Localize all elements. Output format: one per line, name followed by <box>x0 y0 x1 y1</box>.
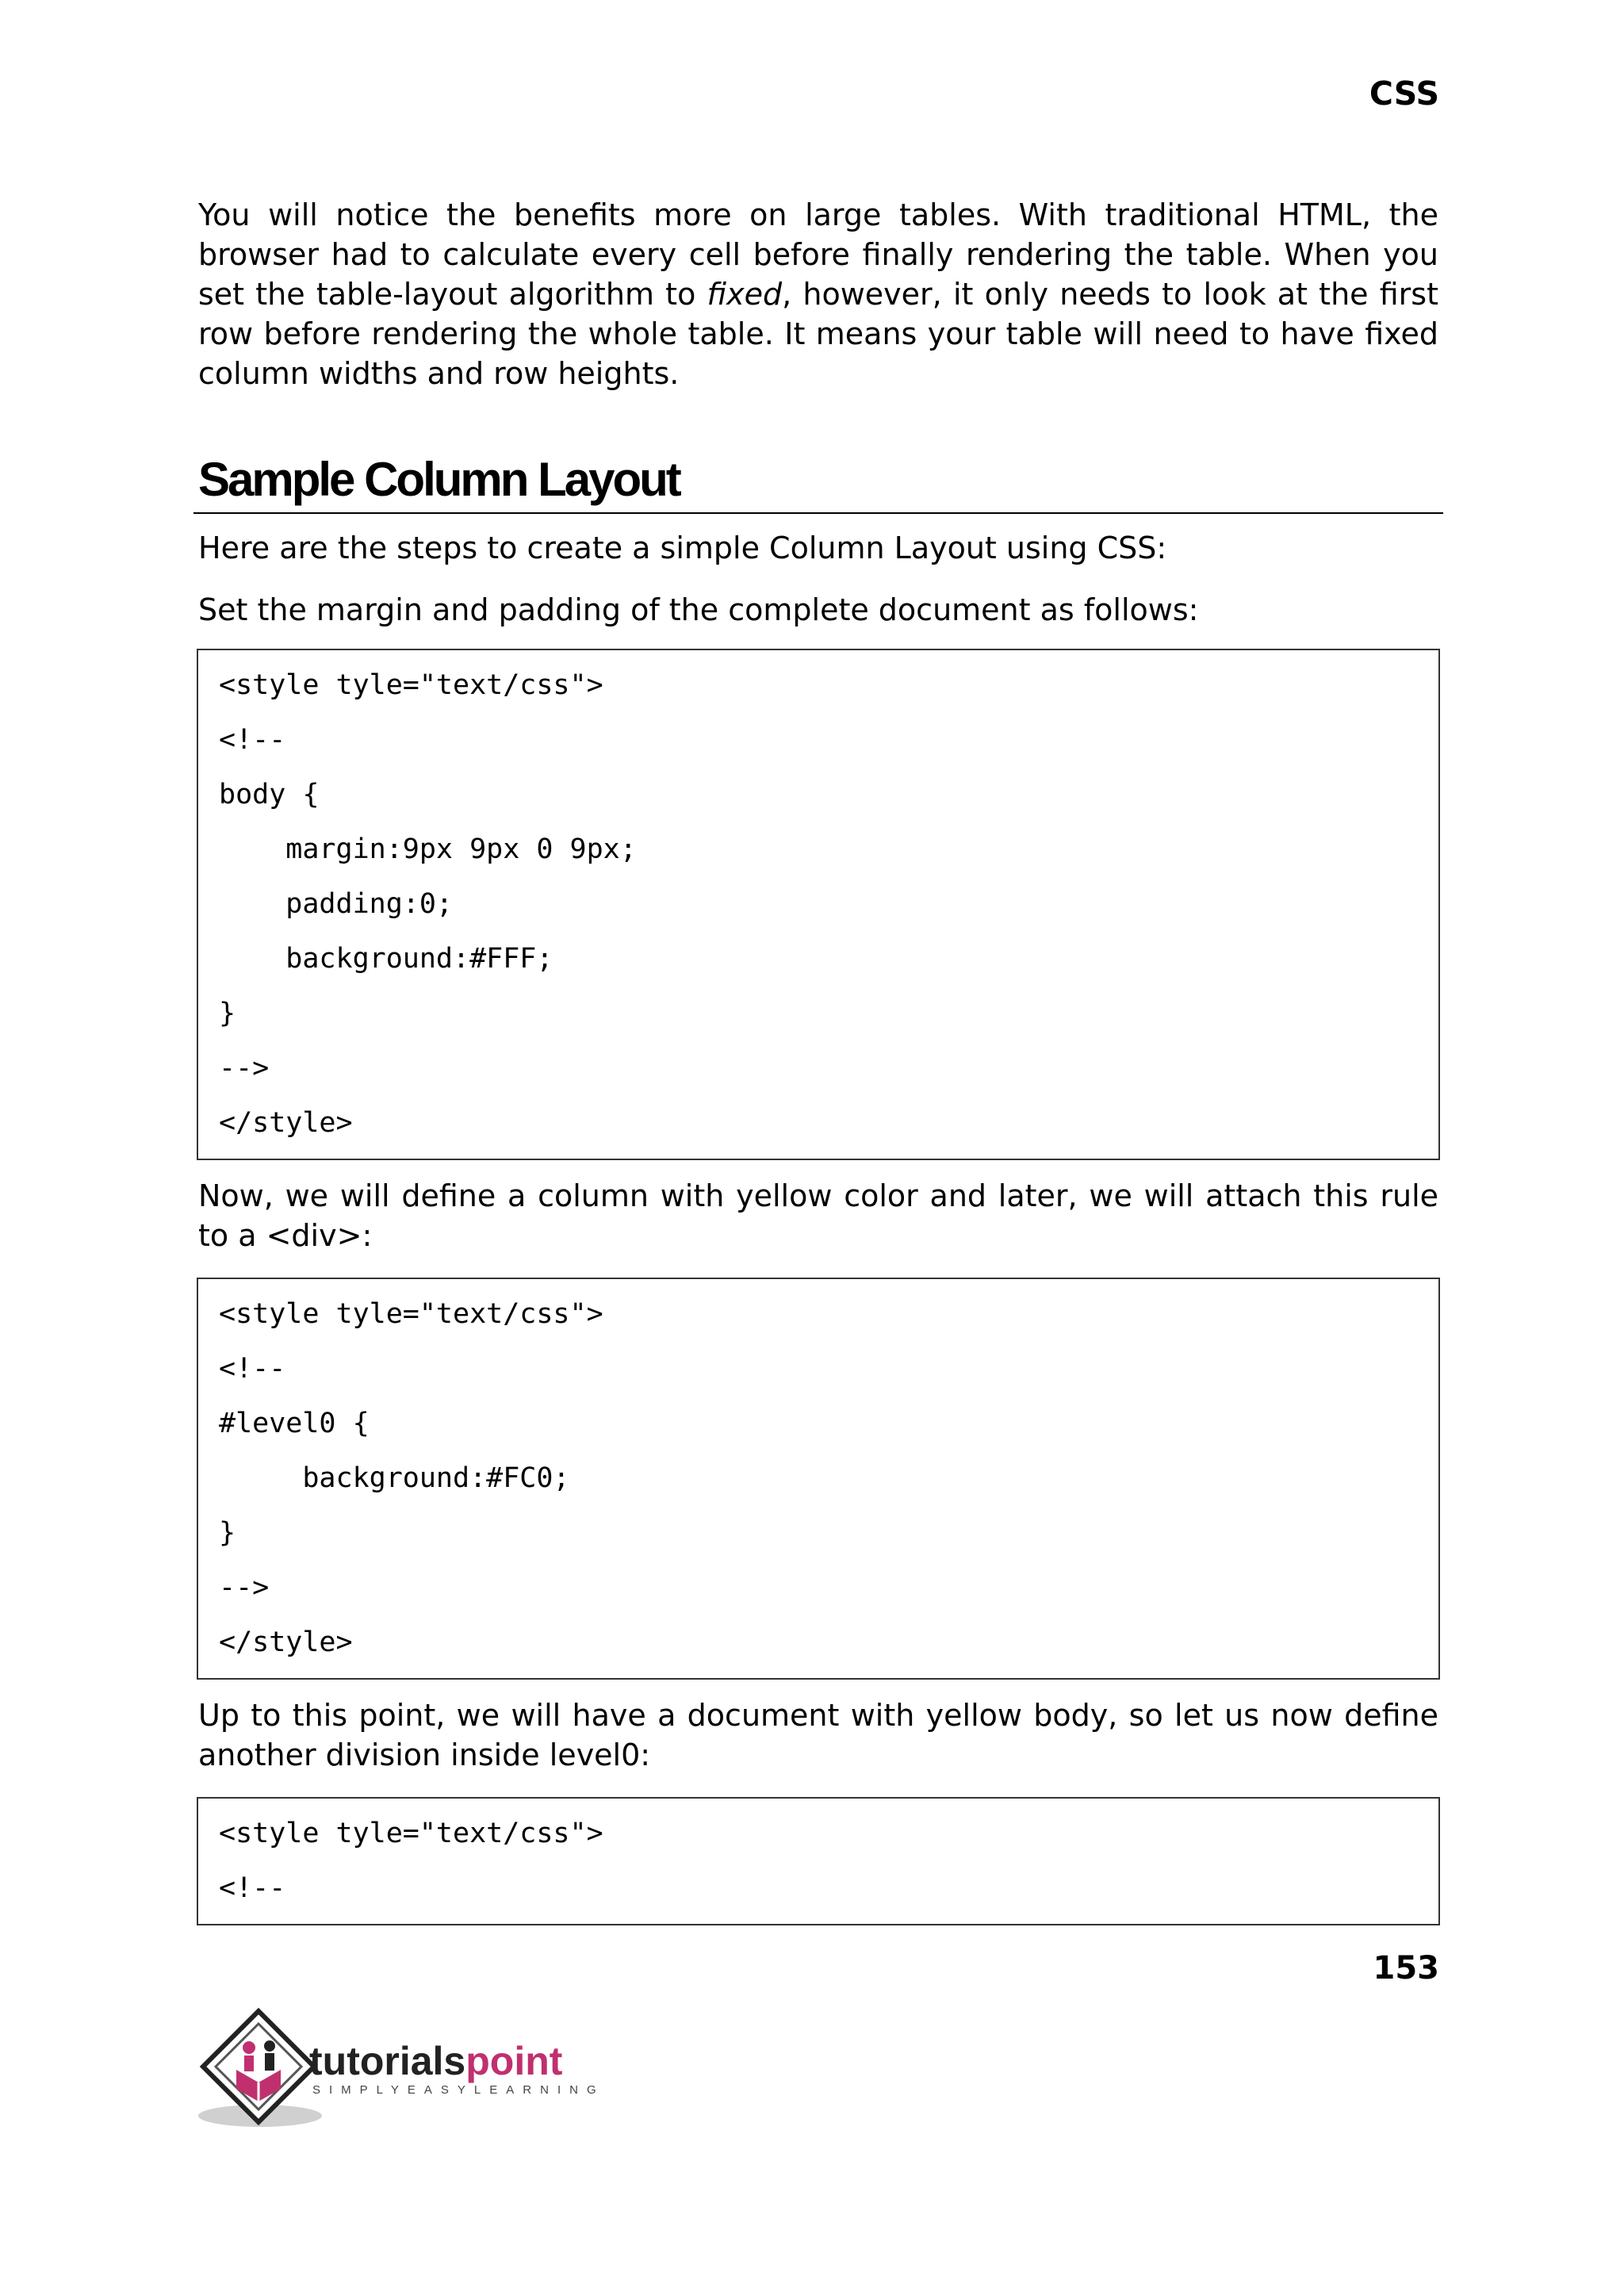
code-line: background:#FC0; <box>219 1462 570 1494</box>
code-line: padding:0; <box>219 888 454 920</box>
intro-paragraph <box>198 195 1438 393</box>
intro-emphasis: fixed <box>707 277 783 312</box>
code-line: background:#FFF; <box>219 943 553 975</box>
code-line: --> <box>219 1052 270 1084</box>
code-line: <style tyle="text/css"> <box>219 669 603 701</box>
logo-figure-body-icon-2 <box>265 2053 274 2071</box>
code-line: <!-- <box>219 1353 286 1385</box>
code-line: <style tyle="text/css"> <box>219 1298 603 1330</box>
logo-wordmark: tutorialspoint <box>309 2039 563 2083</box>
code-line: margin:9px 9px 0 9px; <box>219 833 637 865</box>
section-heading: Sample Column Layout <box>193 452 1443 514</box>
intro-text-after: , however, it only needs to look at the first row before rendering the whole table. It means your table will need to have fixed column widths and row heights. <box>198 277 1439 391</box>
logo-figure-body-icon <box>244 2056 254 2071</box>
code-line: #level0 { <box>219 1408 370 1439</box>
code-line: </style> <box>219 1626 353 1658</box>
code-line: } <box>219 1517 236 1549</box>
page-number: 153 <box>1373 1950 1439 1987</box>
code-line: body { <box>219 779 320 810</box>
intro-text-before: You will notice the benefits more on large tables. With traditional HTML, the browser had to calculate every cell before finally rendering the table. When you set the table-layout algorithm to <box>198 197 1438 312</box>
code-line: <!-- <box>219 1872 286 1904</box>
code-line: } <box>219 998 236 1029</box>
section-lead-1: Here are the steps to create a simple Column Layout using CSS: <box>198 531 1167 565</box>
paragraph-after-block-2: Up to this point, we will have a document with yellow body, so let us now define another division inside level0: <box>198 1698 1438 1772</box>
code-block-3 <box>197 1797 1440 1925</box>
code-line: <style tyle="text/css"> <box>219 1818 603 1849</box>
section-lead-2: Set the margin and padding of the complete document as follows: <box>198 592 1199 627</box>
code-line: <!-- <box>219 724 286 756</box>
paragraph-after-block-1: Now, we will define a column with yellow color and later, we will attach this rule to a <div>: <box>198 1178 1438 1253</box>
logo-tagline: SIMPLYEASYLEARNING <box>312 2083 605 2097</box>
code-line: --> <box>219 1572 270 1603</box>
code-block-1 <box>197 649 1440 1160</box>
tutorialspoint-logo <box>197 2006 609 2133</box>
logo-figure-head-icon <box>243 2041 255 2054</box>
logo-figure-head-icon-2 <box>264 2040 275 2052</box>
running-header: CSS <box>1369 75 1439 113</box>
page-content <box>198 195 1438 1925</box>
code-line: </style> <box>219 1107 353 1139</box>
code-block-2 <box>197 1278 1440 1680</box>
